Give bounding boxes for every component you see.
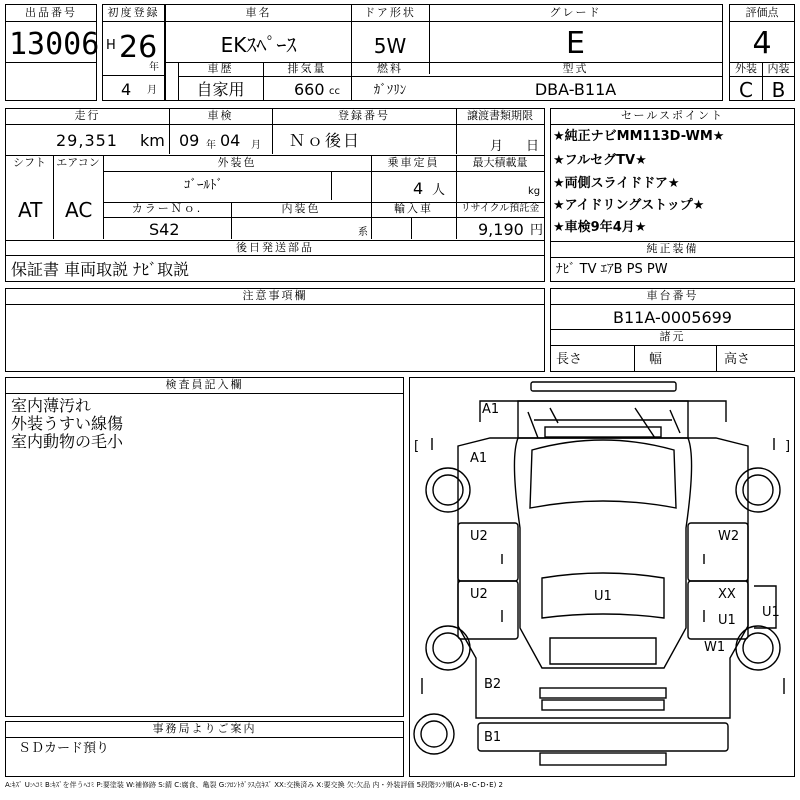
mark-right-quarter: U1	[762, 605, 780, 620]
damage-diagram	[409, 377, 795, 777]
inspection-month-unit: 月	[251, 140, 261, 151]
displacement-unit: cc	[329, 86, 340, 97]
transfer-month-unit: 月	[490, 139, 504, 154]
door-label: ドア形状	[364, 6, 416, 19]
aircon-label: エアコン	[56, 156, 100, 169]
vehicle-info-box	[5, 108, 545, 256]
first-registration-label: 初度登録	[107, 6, 160, 19]
mark-rear-bumper: B1	[484, 730, 502, 745]
later-parts-label: 後日発送部品	[236, 241, 314, 254]
notes-label: 注意事項欄	[242, 289, 308, 302]
inspector-label: 検査員記入欄	[165, 378, 244, 391]
mark-right-rear-u1: U1	[718, 613, 736, 628]
notes-box	[5, 288, 545, 372]
selling-point-4: ★アイドリングストップ★	[553, 198, 705, 213]
inspection-year: 09	[179, 131, 200, 150]
capacity: 4	[413, 179, 424, 198]
recycle-label: リサイクル預託金	[460, 203, 540, 214]
month-unit: 月	[147, 85, 157, 96]
mileage-unit: km	[140, 131, 165, 150]
mark-rear-left: B2	[484, 677, 502, 692]
car-spec-box	[165, 4, 723, 101]
mileage-label: 走行	[74, 109, 101, 122]
selling-point-1: ★純正ナビMM113D-WM★	[553, 129, 725, 144]
mark-right-front-door: W2	[718, 529, 740, 544]
registration-no-label: 登録番号	[338, 109, 390, 122]
door-type: 5W	[373, 34, 407, 58]
recycle-unit: 円	[530, 223, 544, 238]
displacement: 660	[294, 80, 325, 99]
chassis-box	[550, 288, 795, 372]
inspector-note-2: 外装うすい線傷	[11, 414, 124, 433]
interior-label: 内装	[767, 62, 790, 75]
damage-legend: A:ｷｽﾞ U:ﾍｺﾐ B:ｷｽﾞを伴うﾍｺﾐ P:要塗装 W:補修跡 S:錆 C:腐食、亀裂 G:ﾌﾛﾝﾄｶﾞﾗｽ点ｷｽﾞ XX:交換済み X:要交換 欠:欠品 内・外装評価 5段階ﾗﾝｸ順(A･B･C･D･E) 2	[5, 781, 503, 789]
mark-left-rear-door: U2	[470, 587, 488, 602]
equipment: ﾅﾋﾞ TV ｴｱB PS PW	[556, 262, 668, 277]
fuel-label: 燃料	[377, 62, 403, 75]
interior-grade: B	[771, 78, 786, 102]
inspector-note-1: 室内薄汚れ	[11, 396, 92, 415]
max-load-unit: kg	[528, 186, 541, 197]
model-code: DBA-B11A	[534, 80, 617, 99]
mark-front-side: A1	[470, 451, 488, 466]
mark-front-top: A1	[482, 402, 500, 417]
lot-number-label: 出品番号	[25, 6, 77, 19]
aircon: AC	[65, 198, 93, 222]
era: H	[106, 38, 116, 53]
inspector-note-3: 室内動物の毛小	[11, 432, 124, 451]
selling-point-5: ★車検9年4月★	[553, 220, 647, 235]
interior-color-unit: 系	[358, 227, 368, 238]
later-parts: 保証書 車両取説 ﾅﾋﾞ取説	[11, 260, 190, 279]
first-registration-month: 4	[121, 80, 132, 99]
width-label: 幅	[649, 352, 663, 367]
office-label: 事務局よりご案内	[152, 722, 257, 735]
inspection-label: 車検	[207, 109, 234, 122]
shift: AT	[18, 198, 43, 222]
bracket-left: [	[414, 439, 420, 454]
grade: E	[566, 26, 585, 61]
shift-label: シフト	[13, 156, 46, 169]
car-name: EKｽﾍﾟｰｽ	[220, 33, 297, 57]
interior-color-label: 内装色	[281, 202, 321, 215]
displacement-label: 排気量	[287, 62, 327, 75]
later-parts-box	[5, 255, 545, 282]
transfer-day-unit: 日	[526, 139, 540, 154]
registration-no: Ｎｏ後日	[289, 131, 362, 150]
score-label: 評価点	[745, 6, 779, 19]
transfer-doc-label: 譲渡書類期限	[467, 109, 533, 122]
color-no: S42	[149, 220, 180, 239]
mark-right-rear-xx: XX	[718, 587, 736, 602]
office-note: ＳＤカード預り	[18, 741, 110, 756]
inspection-year-unit: 年	[206, 140, 216, 151]
selling-point-2: ★フルセグTV★	[553, 153, 647, 168]
exterior-color: ｺﾞｰﾙﾄﾞ	[184, 178, 223, 193]
first-registration-year: 26	[119, 30, 158, 65]
chassis-number: B11A-0005699	[613, 308, 732, 327]
inspector-box	[5, 377, 404, 717]
lot-number: 13006	[9, 27, 100, 62]
chassis-label: 車台番号	[646, 289, 699, 302]
score-box	[729, 4, 795, 101]
score: 4	[752, 26, 772, 61]
bracket-right: ]	[785, 439, 791, 454]
inspection-month: 04	[220, 131, 241, 150]
mileage: 29,351	[56, 131, 118, 150]
dimensions-label: 諸元	[659, 330, 686, 343]
first-registration-box	[102, 4, 165, 101]
equipment-label: 純正装備	[646, 242, 699, 255]
length-label: 長さ	[556, 352, 583, 367]
model-label: 型式	[562, 62, 589, 75]
mark-left-front-door: U2	[470, 529, 488, 544]
grade-label: グレード	[549, 6, 602, 19]
car-name-label: 車名	[245, 6, 272, 19]
recycle-fee: 9,190	[478, 220, 524, 239]
car-outline	[410, 378, 795, 777]
lot-number-box	[5, 4, 100, 101]
import-label: 輸入車	[394, 202, 433, 215]
office-box	[5, 721, 404, 777]
history-label: 車歴	[207, 62, 234, 75]
selling-point-3: ★両側スライドドア★	[553, 176, 680, 191]
year-unit: 年	[149, 62, 159, 73]
exterior-color-label: 外装色	[217, 156, 257, 169]
fuel: ｶﾞｿﾘﾝ	[373, 83, 407, 98]
exterior-label: 外装	[735, 62, 757, 75]
mark-right-rear-fender: W1	[704, 640, 726, 655]
equipment-box	[550, 241, 795, 282]
height-label: 高さ	[724, 352, 751, 367]
mark-roof: U1	[594, 589, 612, 604]
capacity-label: 乗車定員	[387, 156, 440, 169]
selling-points-label: セールスポイント	[620, 109, 724, 122]
selling-points-box	[550, 108, 795, 242]
max-load-label: 最大積載量	[472, 156, 528, 169]
history: 自家用	[196, 80, 245, 99]
capacity-unit: 人	[432, 183, 446, 198]
exterior-grade: C	[739, 78, 753, 102]
color-no-label: カラーＮｏ.	[131, 202, 203, 215]
